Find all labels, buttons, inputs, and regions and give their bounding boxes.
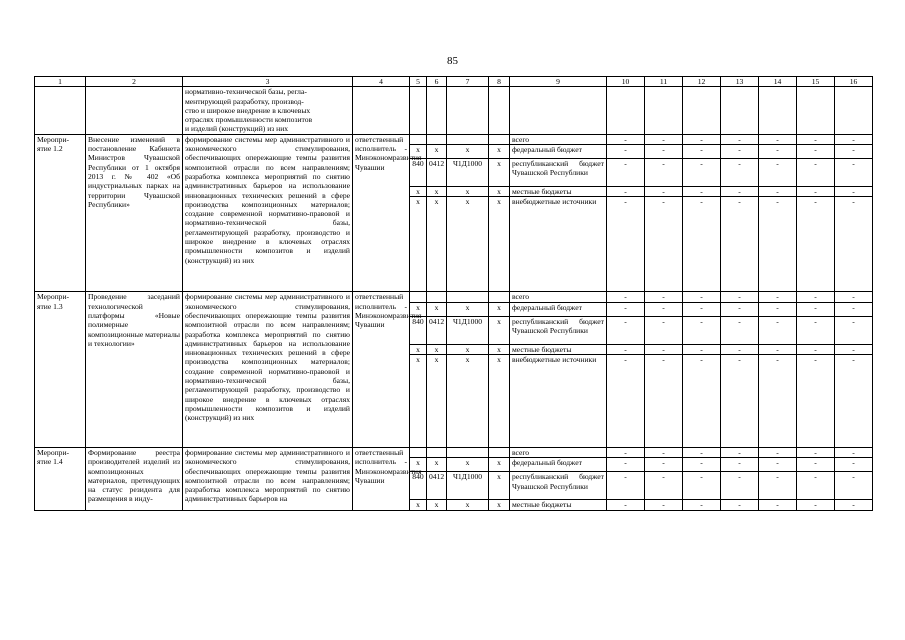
year-value: - bbox=[607, 145, 645, 159]
cell bbox=[447, 87, 489, 134]
year-value: - bbox=[645, 458, 683, 472]
section-code bbox=[427, 134, 447, 144]
year-value: - bbox=[683, 447, 721, 457]
measure-goal: формирование системы мер административного и экономического стимулирования, обеспечивающих опережающие темпы развития композитной отрасли по всем направлениям; разработка комплекса мероприятий по снятию административных барьеров на bbox=[183, 447, 353, 510]
year-value: - bbox=[797, 134, 835, 144]
year-value: - bbox=[607, 159, 645, 187]
year-value: - bbox=[721, 134, 759, 144]
year-value: - bbox=[797, 447, 835, 457]
year-value: - bbox=[683, 145, 721, 159]
column-number: 6 bbox=[427, 77, 447, 87]
year-value: - bbox=[721, 500, 759, 510]
year-value: - bbox=[759, 316, 797, 344]
year-value: - bbox=[835, 302, 873, 316]
year-value: - bbox=[759, 145, 797, 159]
section-code: x bbox=[427, 354, 447, 447]
target-code bbox=[447, 134, 489, 144]
year-value: - bbox=[607, 302, 645, 316]
cell bbox=[607, 87, 645, 134]
year-value: - bbox=[759, 344, 797, 354]
cell bbox=[427, 87, 447, 134]
year-value: - bbox=[759, 292, 797, 302]
funding-source: федеральный бюджет bbox=[510, 458, 607, 472]
year-value: - bbox=[683, 316, 721, 344]
responsible: ответственный исполнитель - Минэкономразвития Чувашии bbox=[353, 134, 410, 292]
continuation-row bbox=[35, 87, 873, 134]
grbs-code bbox=[410, 134, 427, 144]
cell bbox=[35, 87, 86, 134]
cell bbox=[835, 87, 873, 134]
target-code bbox=[447, 447, 489, 457]
year-value: - bbox=[645, 316, 683, 344]
year-value: - bbox=[721, 458, 759, 472]
grbs-code: x bbox=[410, 500, 427, 510]
grbs-code: x bbox=[410, 302, 427, 316]
year-value: - bbox=[683, 187, 721, 197]
year-value: - bbox=[835, 447, 873, 457]
year-value: - bbox=[645, 145, 683, 159]
year-value: - bbox=[759, 302, 797, 316]
column-number: 1 bbox=[35, 77, 86, 87]
section-code bbox=[427, 292, 447, 302]
year-value: - bbox=[797, 344, 835, 354]
year-value: - bbox=[835, 344, 873, 354]
year-value: - bbox=[797, 458, 835, 472]
funding-source: внебюджетные источники bbox=[510, 354, 607, 447]
section-code: x bbox=[427, 145, 447, 159]
column-number-row bbox=[35, 77, 873, 87]
year-value: - bbox=[683, 354, 721, 447]
expense-type: x bbox=[489, 472, 510, 500]
year-value: - bbox=[759, 472, 797, 500]
year-value: - bbox=[683, 292, 721, 302]
grbs-code: x bbox=[410, 197, 427, 292]
column-number: 2 bbox=[86, 77, 183, 87]
year-value: - bbox=[759, 134, 797, 144]
year-value: - bbox=[683, 458, 721, 472]
target-code: x bbox=[447, 500, 489, 510]
year-value: - bbox=[683, 500, 721, 510]
column-number: 8 bbox=[489, 77, 510, 87]
continuation-text: нормативно-технической базы, регла- ментирующей разработку, производ- ство и широкое внедрение в ключевых отраслях промышленности композитов и изделий (конструкций) из них bbox=[183, 87, 353, 134]
section-code: x bbox=[427, 187, 447, 197]
year-value: - bbox=[645, 447, 683, 457]
section-code: x bbox=[427, 302, 447, 316]
year-value: - bbox=[835, 458, 873, 472]
column-number: 14 bbox=[759, 77, 797, 87]
year-value: - bbox=[835, 292, 873, 302]
year-value: - bbox=[797, 354, 835, 447]
year-value: - bbox=[797, 145, 835, 159]
responsible: ответственный исполнитель - Минэкономразвития Чувашии bbox=[353, 292, 410, 448]
year-value: - bbox=[683, 159, 721, 187]
year-value: - bbox=[721, 344, 759, 354]
column-number: 5 bbox=[410, 77, 427, 87]
year-value: - bbox=[645, 134, 683, 144]
section-code: x bbox=[427, 197, 447, 292]
year-value: - bbox=[683, 472, 721, 500]
year-value: - bbox=[835, 354, 873, 447]
year-value: - bbox=[645, 344, 683, 354]
year-value: - bbox=[645, 159, 683, 187]
column-number: 11 bbox=[645, 77, 683, 87]
year-value: - bbox=[607, 447, 645, 457]
grbs-code: 840 bbox=[410, 316, 427, 344]
year-value: - bbox=[645, 354, 683, 447]
expense-type bbox=[489, 134, 510, 144]
column-number: 13 bbox=[721, 77, 759, 87]
measure-goal: формирование системы мер административного и экономического стимулирования, обеспечивающих опережающие темпы развития композитной отрасли по всем направлениям; разработка комплекса мероприятий по снятию административных барьеров на использование инновационных технических решений в сфере производства композиционных материалов; создание современной нормативно-правовой и нормативно-технической базы, регламентирующей разработку, производство и широкое внедрение в ключевых отраслях промышленности композитов и изделий (конструкций) из них bbox=[183, 292, 353, 448]
target-code: x bbox=[447, 344, 489, 354]
year-value: - bbox=[721, 316, 759, 344]
funding-source: внебюджетные источники bbox=[510, 197, 607, 292]
year-value: - bbox=[759, 447, 797, 457]
funding-source: всего bbox=[510, 134, 607, 144]
column-number: 15 bbox=[797, 77, 835, 87]
year-value: - bbox=[835, 500, 873, 510]
cell bbox=[645, 87, 683, 134]
cell bbox=[510, 87, 607, 134]
expense-type bbox=[489, 292, 510, 302]
grbs-code: x bbox=[410, 344, 427, 354]
year-value: - bbox=[607, 472, 645, 500]
target-code: x bbox=[447, 354, 489, 447]
funding-source: федеральный бюджет bbox=[510, 145, 607, 159]
year-value: - bbox=[645, 187, 683, 197]
funding-source: всего bbox=[510, 292, 607, 302]
year-value: - bbox=[607, 197, 645, 292]
year-value: - bbox=[797, 472, 835, 500]
year-value: - bbox=[797, 500, 835, 510]
expense-type: x bbox=[489, 316, 510, 344]
section-code: 0412 bbox=[427, 159, 447, 187]
grbs-code: x bbox=[410, 187, 427, 197]
year-value: - bbox=[721, 354, 759, 447]
measure-name: Внесение изменений в постановление Кабинета Министров Чувашской Республики от 1 октября 2013 г. № 402 «Об индустриальных парках на территории Чувашской Республики» bbox=[86, 134, 183, 292]
table-row bbox=[35, 292, 873, 302]
target-code: x bbox=[447, 145, 489, 159]
expense-type: x bbox=[489, 354, 510, 447]
cell bbox=[683, 87, 721, 134]
year-value: - bbox=[645, 292, 683, 302]
column-number: 9 bbox=[510, 77, 607, 87]
cell bbox=[721, 87, 759, 134]
year-value: - bbox=[721, 447, 759, 457]
target-code: Ч1Д1000 bbox=[447, 472, 489, 500]
target-code: Ч1Д1000 bbox=[447, 159, 489, 187]
section-code: 0412 bbox=[427, 316, 447, 344]
column-number: 10 bbox=[607, 77, 645, 87]
grbs-code: x bbox=[410, 354, 427, 447]
section-code: 0412 bbox=[427, 472, 447, 500]
year-value: - bbox=[797, 316, 835, 344]
funding-source: всего bbox=[510, 447, 607, 457]
target-code: x bbox=[447, 458, 489, 472]
year-value: - bbox=[835, 316, 873, 344]
target-code: x bbox=[447, 187, 489, 197]
expense-type: x bbox=[489, 500, 510, 510]
column-number: 4 bbox=[353, 77, 410, 87]
grbs-code: x bbox=[410, 458, 427, 472]
year-value: - bbox=[607, 354, 645, 447]
year-value: - bbox=[759, 458, 797, 472]
measure-id: Меропри- ятие 1.2 bbox=[35, 134, 86, 292]
grbs-code: 840 bbox=[410, 159, 427, 187]
funding-source: республиканский бюджет Чувашской Республики bbox=[510, 316, 607, 344]
year-value: - bbox=[607, 292, 645, 302]
section-code bbox=[427, 447, 447, 457]
year-value: - bbox=[683, 134, 721, 144]
year-value: - bbox=[645, 302, 683, 316]
year-value: - bbox=[797, 302, 835, 316]
funding-source: местные бюджеты bbox=[510, 187, 607, 197]
year-value: - bbox=[721, 472, 759, 500]
year-value: - bbox=[797, 197, 835, 292]
year-value: - bbox=[835, 159, 873, 187]
expense-type: x bbox=[489, 187, 510, 197]
year-value: - bbox=[607, 458, 645, 472]
year-value: - bbox=[683, 302, 721, 316]
program-table bbox=[34, 76, 873, 511]
column-number: 12 bbox=[683, 77, 721, 87]
column-number: 16 bbox=[835, 77, 873, 87]
year-value: - bbox=[607, 316, 645, 344]
year-value: - bbox=[721, 197, 759, 292]
year-value: - bbox=[607, 344, 645, 354]
measure-id: Меропри- ятие 1.3 bbox=[35, 292, 86, 448]
year-value: - bbox=[721, 187, 759, 197]
year-value: - bbox=[759, 197, 797, 292]
grbs-code bbox=[410, 447, 427, 457]
year-value: - bbox=[835, 187, 873, 197]
funding-source: федеральный бюджет bbox=[510, 302, 607, 316]
year-value: - bbox=[797, 187, 835, 197]
column-number: 3 bbox=[183, 77, 353, 87]
year-value: - bbox=[607, 187, 645, 197]
year-value: - bbox=[835, 134, 873, 144]
funding-source: республиканский бюджет Чувашской Республики bbox=[510, 472, 607, 500]
year-value: - bbox=[797, 159, 835, 187]
year-value: - bbox=[607, 134, 645, 144]
funding-source: местные бюджеты bbox=[510, 344, 607, 354]
year-value: - bbox=[721, 292, 759, 302]
year-value: - bbox=[759, 159, 797, 187]
measure-name: Формирование реестра производителей изделий из композиционных материалов, претендующих на статус резидента для размещения в инду- bbox=[86, 447, 183, 510]
year-value: - bbox=[797, 292, 835, 302]
year-value: - bbox=[683, 344, 721, 354]
year-value: - bbox=[721, 145, 759, 159]
year-value: - bbox=[759, 500, 797, 510]
target-code: x bbox=[447, 302, 489, 316]
cell bbox=[353, 87, 410, 134]
target-code: x bbox=[447, 197, 489, 292]
cell bbox=[489, 87, 510, 134]
cell bbox=[797, 87, 835, 134]
measure-id: Меропри- ятие 1.4 bbox=[35, 447, 86, 510]
cell bbox=[759, 87, 797, 134]
expense-type bbox=[489, 447, 510, 457]
cell bbox=[86, 87, 183, 134]
funding-source: местные бюджеты bbox=[510, 500, 607, 510]
year-value: - bbox=[645, 500, 683, 510]
measure-goal: формирование системы мер административного и экономического стимулирования, обеспечивающих опережающие темпы развития композитной отрасли по всем направлениям; разработка комплекса мероприятий по снятию административных барьеров на использование инновационных технических решений в сфере производства композиционных материалов; создание современной нормативно-правовой и нормативно-технической базы, регламентирующей разработку, производство и широкое внедрение в ключевых отраслях промышленности композитов и изделий (конструкций) из них bbox=[183, 134, 353, 292]
year-value: - bbox=[759, 187, 797, 197]
measure-name: Проведение заседаний технологической платформы «Новые полимерные композиционные материалы и технологии» bbox=[86, 292, 183, 448]
expense-type: x bbox=[489, 197, 510, 292]
year-value: - bbox=[607, 500, 645, 510]
expense-type: x bbox=[489, 344, 510, 354]
grbs-code: x bbox=[410, 145, 427, 159]
expense-type: x bbox=[489, 145, 510, 159]
year-value: - bbox=[645, 197, 683, 292]
funding-source: республиканский бюджет Чувашской Республики bbox=[510, 159, 607, 187]
year-value: - bbox=[835, 145, 873, 159]
year-value: - bbox=[683, 197, 721, 292]
target-code bbox=[447, 292, 489, 302]
section-code: x bbox=[427, 500, 447, 510]
column-number: 7 bbox=[447, 77, 489, 87]
cell bbox=[410, 87, 427, 134]
grbs-code: 840 bbox=[410, 472, 427, 500]
page-number: 85 bbox=[447, 55, 458, 67]
target-code: Ч1Д1000 bbox=[447, 316, 489, 344]
year-value: - bbox=[835, 197, 873, 292]
year-value: - bbox=[721, 159, 759, 187]
section-code: x bbox=[427, 344, 447, 354]
table-row bbox=[35, 134, 873, 144]
table-row bbox=[35, 447, 873, 457]
year-value: - bbox=[721, 302, 759, 316]
expense-type: x bbox=[489, 302, 510, 316]
section-code: x bbox=[427, 458, 447, 472]
year-value: - bbox=[835, 472, 873, 500]
grbs-code bbox=[410, 292, 427, 302]
year-value: - bbox=[645, 472, 683, 500]
expense-type: x bbox=[489, 159, 510, 187]
year-value: - bbox=[759, 354, 797, 447]
expense-type: x bbox=[489, 458, 510, 472]
responsible: ответственный исполнитель - Минэкономразвития Чувашии bbox=[353, 447, 410, 510]
